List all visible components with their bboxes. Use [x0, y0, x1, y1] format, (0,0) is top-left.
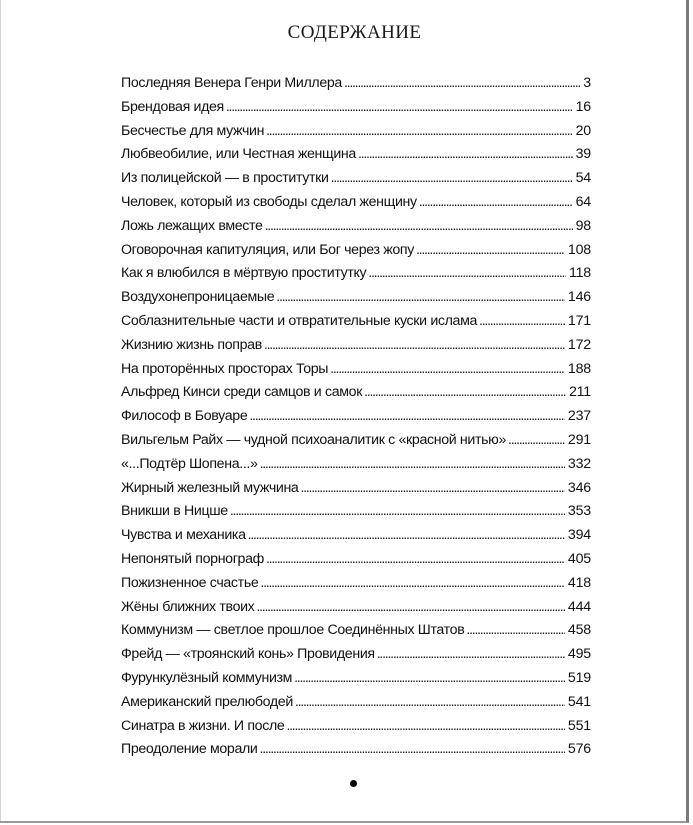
toc-entry	[121, 453, 591, 477]
toc-entry-page-number: 118	[568, 265, 591, 282]
table-of-contents	[121, 72, 591, 762]
toc-entry-title: Пожизненное счастье	[121, 574, 259, 591]
toc-entry-title: Чувства и механика	[121, 527, 246, 544]
toc-entry	[121, 120, 591, 144]
toc-entry	[121, 96, 591, 120]
toc-entry	[121, 572, 591, 596]
toc-entry	[121, 167, 591, 191]
dot-leader	[249, 405, 565, 429]
toc-entry-title: Преодоление морали	[121, 741, 258, 758]
toc-entry	[121, 405, 591, 429]
toc-entry	[121, 619, 591, 643]
toc-entry	[121, 548, 591, 572]
dot-leader	[330, 358, 565, 382]
dot-leader	[419, 191, 573, 215]
dot-leader	[331, 167, 573, 191]
dot-leader	[294, 667, 565, 691]
toc-entry-title: Философ в Бовуаре	[121, 408, 248, 425]
dot-leader	[248, 524, 565, 548]
bullet-ornament	[350, 780, 357, 787]
toc-entry-title: Фрейд — «троянский конь» Провидения	[121, 646, 375, 663]
toc-entry-title: Жирный железный мужчина	[121, 479, 299, 496]
dot-leader	[276, 286, 565, 310]
toc-entry	[121, 239, 591, 263]
toc-entry-page-number: 146	[567, 289, 591, 306]
toc-entry-page-number: 444	[567, 598, 591, 615]
toc-entry-title: Бесчестье для мужчин	[121, 122, 265, 139]
toc-entry-page-number: 458	[567, 622, 591, 639]
toc-entry-title: Соблазнительные части и отвратительные куски ислама	[121, 312, 478, 329]
toc-entry-title: Фурункулёзный коммунизм	[121, 669, 293, 686]
toc-entry-page-number: 291	[567, 431, 591, 448]
dot-leader	[256, 596, 564, 620]
toc-entry-page-number: 346	[567, 479, 591, 496]
toc-entry-title: Любвеобилие, или Честная женщина	[121, 146, 356, 163]
toc-entry-title: Как я влюбился в мёртвую проститутку	[121, 265, 367, 282]
toc-entry	[121, 667, 591, 691]
toc-entry-page-number: 495	[567, 646, 591, 663]
dot-leader	[230, 500, 565, 524]
dot-leader	[286, 715, 564, 739]
toc-entry	[121, 691, 591, 715]
toc-entry	[121, 381, 591, 405]
toc-entry	[121, 358, 591, 382]
dot-leader	[300, 477, 564, 501]
toc-entry	[121, 643, 591, 667]
toc-entry-page-number: 405	[567, 550, 591, 567]
toc-entry-title: Вникши в Ницше	[121, 503, 228, 520]
toc-entry-title: Американский прелюбодей	[121, 693, 293, 710]
toc-entry-page-number: 20	[575, 122, 591, 139]
toc-entry-title: Воздухонепроницаемые	[121, 289, 275, 306]
dot-leader	[295, 691, 565, 715]
toc-entry-page-number: 394	[567, 527, 591, 544]
toc-entry	[121, 286, 591, 310]
dot-leader	[265, 215, 573, 239]
dot-leader	[479, 310, 565, 334]
toc-entry-page-number: 108	[567, 241, 591, 258]
toc-entry-title: Из полицейской — в проститутки	[121, 170, 329, 187]
toc-entry-title: Человек, который из свободы сделал женщину	[121, 193, 417, 210]
toc-entry-page-number: 188	[567, 360, 591, 377]
toc-entry-page-number: 39	[575, 146, 591, 163]
toc-entry-page-number: 64	[575, 193, 591, 210]
toc-entry	[121, 738, 591, 762]
toc-entry-page-number: 16	[575, 98, 591, 115]
toc-entry-title: Жизнию жизнь поправ	[121, 336, 262, 353]
toc-entry-title: Брендовая идея	[121, 98, 224, 115]
toc-entry-page-number: 171	[567, 312, 591, 329]
dot-leader	[416, 239, 565, 263]
dot-leader	[266, 548, 565, 572]
toc-entry-title: Альфред Кинси среди самцов и самок	[121, 384, 363, 401]
toc-entry-page-number: 3	[583, 75, 591, 91]
toc-entry	[121, 310, 591, 334]
toc-entry	[121, 715, 591, 739]
toc-entry-title: Вильгельм Райх — чудной психоаналитик с «красной нитью»	[121, 431, 507, 448]
page-title: СОДЕРЖАНИЕ	[287, 22, 422, 43]
toc-entry	[121, 596, 591, 620]
toc-entry-page-number: 519	[567, 669, 591, 686]
dot-leader	[226, 96, 573, 120]
toc-entry-title: На проторённых просторах Торы	[121, 360, 329, 377]
toc-entry	[121, 477, 591, 501]
toc-entry-page-number: 211	[568, 384, 591, 401]
toc-entry	[121, 143, 591, 167]
toc-entry	[121, 524, 591, 548]
toc-entry-title: Жёны ближних твоих	[121, 598, 255, 615]
toc-entry-page-number: 172	[567, 336, 591, 353]
toc-entry-page-number: 353	[567, 503, 591, 520]
toc-entry-page-number: 332	[567, 455, 591, 472]
toc-entry-page-number: 541	[567, 693, 591, 710]
toc-entry	[121, 429, 591, 453]
toc-entry	[121, 262, 591, 286]
dot-leader	[264, 334, 565, 358]
dot-leader	[260, 453, 565, 477]
dot-leader	[466, 619, 565, 643]
dot-leader	[266, 120, 573, 144]
dot-leader	[368, 262, 566, 286]
dot-leader	[508, 429, 565, 453]
toc-entry	[121, 72, 591, 96]
toc-entry	[121, 500, 591, 524]
toc-entry-page-number: 551	[567, 717, 591, 734]
toc-entry-title: Коммунизм — светлое прошлое Соединённых Штатов	[121, 622, 465, 639]
toc-entry-title: «...Подтёр Шопена...»	[121, 455, 258, 472]
toc-entry-title: Ложь лежащих вместе	[121, 217, 263, 234]
toc-entry-title: Оговорочная капитуляция, или Бог через жопу	[121, 241, 414, 258]
toc-entry-title: Последняя Венера Генри Миллера	[121, 75, 342, 91]
toc-entry	[121, 191, 591, 215]
toc-entry	[121, 215, 591, 239]
toc-entry	[121, 334, 591, 358]
dot-leader	[377, 643, 565, 667]
dot-leader	[364, 381, 566, 405]
toc-entry-title: Непонятый порнограф	[121, 550, 264, 567]
dot-leader	[260, 738, 565, 762]
toc-entry-page-number: 418	[567, 574, 591, 591]
dot-leader	[344, 72, 580, 96]
toc-entry-page-number: 237	[567, 408, 591, 425]
dot-leader	[358, 143, 573, 167]
toc-entry-title: Синатра в жизни. И после	[121, 717, 285, 734]
toc-entry-page-number: 98	[575, 217, 591, 234]
toc-entry-page-number: 54	[575, 170, 591, 187]
toc-entry-page-number: 576	[567, 741, 591, 758]
dot-leader	[260, 572, 565, 596]
